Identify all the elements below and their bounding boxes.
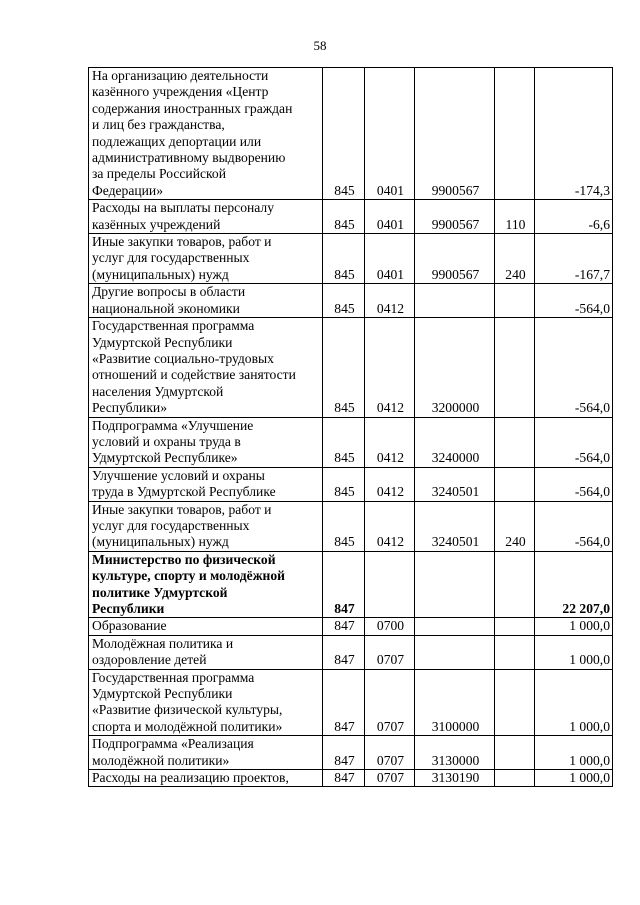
table-row [89, 618, 613, 635]
row-department-code-cell: 847 [323, 635, 365, 669]
row-target-article-cell: 3130000 [415, 736, 495, 770]
table-row [89, 635, 613, 669]
row-name-cell: Расходы на реализацию проектов, [89, 770, 323, 787]
row-department-code-cell: 847 [323, 551, 365, 618]
row-section-code-cell: 0707 [365, 736, 415, 770]
row-expense-type-cell [495, 467, 535, 501]
table-row [89, 318, 613, 417]
row-department-code-cell: 845 [323, 467, 365, 501]
row-name-cell: Другие вопросы в области национальной экономики [89, 284, 323, 318]
row-section-code-cell: 0412 [365, 284, 415, 318]
row-amount-cell: 1 000,0 [535, 669, 613, 736]
row-amount-cell: -564,0 [535, 467, 613, 501]
row-section-code-cell: 0412 [365, 417, 415, 467]
row-section-code-cell: 0412 [365, 467, 415, 501]
row-expense-type-cell: 240 [495, 501, 535, 551]
row-department-code-cell: 845 [323, 501, 365, 551]
row-name-cell: Подпрограмма «Реализация молодёжной политики» [89, 736, 323, 770]
table-row [89, 200, 613, 234]
row-expense-type-cell [495, 551, 535, 618]
row-amount-cell: 22 207,0 [535, 551, 613, 618]
row-target-article-cell: 9900567 [415, 234, 495, 284]
row-section-code-cell: 0700 [365, 618, 415, 635]
row-department-code-cell: 847 [323, 618, 365, 635]
row-target-article-cell [415, 284, 495, 318]
row-amount-cell: 1 000,0 [535, 635, 613, 669]
row-section-code-cell: 0401 [365, 234, 415, 284]
row-department-code-cell: 845 [323, 284, 365, 318]
budget-table [88, 67, 613, 787]
row-target-article-cell: 3130190 [415, 770, 495, 787]
row-section-code-cell: 0412 [365, 318, 415, 417]
row-name-cell: Подпрограмма «Улучшение условий и охраны труда в Удмуртской Республике» [89, 417, 323, 467]
row-target-article-cell [415, 635, 495, 669]
row-target-article-cell [415, 551, 495, 618]
row-expense-type-cell [495, 669, 535, 736]
row-name-cell: Иные закупки товаров, работ и услуг для государственных (муниципальных) нужд [89, 234, 323, 284]
row-amount-cell: -174,3 [535, 68, 613, 200]
row-amount-cell: 1 000,0 [535, 736, 613, 770]
table-row [89, 68, 613, 200]
row-amount-cell: -564,0 [535, 284, 613, 318]
row-amount-cell: 1 000,0 [535, 770, 613, 787]
row-name-cell: Молодёжная политика и оздоровление детей [89, 635, 323, 669]
row-amount-cell: -564,0 [535, 318, 613, 417]
row-name-cell: На организацию деятельности казённого учреждения «Центр содержания иностранных граждан и лиц без гражданства, подлежащих депортации или административному выдворению за пределы Российской Федерации» [89, 68, 323, 200]
row-expense-type-cell [495, 318, 535, 417]
row-name-cell: Образование [89, 618, 323, 635]
budget-table-body [89, 68, 613, 787]
row-name-cell: Иные закупки товаров, работ и услуг для государственных (муниципальных) нужд [89, 501, 323, 551]
row-target-article-cell [415, 618, 495, 635]
row-name-cell: Государственная программа Удмуртской Республики «Развитие социально-трудовых отношений и содействие занятости населения Удмуртской Республики» [89, 318, 323, 417]
row-section-code-cell [365, 551, 415, 618]
row-amount-cell: -564,0 [535, 501, 613, 551]
table-row [89, 770, 613, 787]
page-number: 58 [313, 38, 327, 53]
row-expense-type-cell [495, 770, 535, 787]
row-name-cell: Расходы на выплаты персоналу казённых учреждений [89, 200, 323, 234]
table-row [89, 467, 613, 501]
table-row [89, 669, 613, 736]
row-target-article-cell: 3200000 [415, 318, 495, 417]
table-row [89, 501, 613, 551]
row-expense-type-cell [495, 417, 535, 467]
row-target-article-cell: 3100000 [415, 669, 495, 736]
table-row [89, 551, 613, 618]
row-target-article-cell: 3240000 [415, 417, 495, 467]
row-expense-type-cell [495, 618, 535, 635]
row-amount-cell: -564,0 [535, 417, 613, 467]
row-section-code-cell: 0707 [365, 669, 415, 736]
table-row [89, 284, 613, 318]
row-name-cell: Государственная программа Удмуртской Республики «Развитие физической культуры, спорта и молодёжной политики» [89, 669, 323, 736]
row-target-article-cell: 3240501 [415, 501, 495, 551]
row-target-article-cell: 3240501 [415, 467, 495, 501]
row-department-code-cell: 845 [323, 417, 365, 467]
row-amount-cell: -6,6 [535, 200, 613, 234]
row-expense-type-cell [495, 736, 535, 770]
row-section-code-cell: 0412 [365, 501, 415, 551]
row-amount-cell: 1 000,0 [535, 618, 613, 635]
row-section-code-cell: 0707 [365, 635, 415, 669]
table-row [89, 417, 613, 467]
row-target-article-cell: 9900567 [415, 68, 495, 200]
row-department-code-cell: 845 [323, 318, 365, 417]
row-department-code-cell: 847 [323, 736, 365, 770]
row-expense-type-cell: 110 [495, 200, 535, 234]
row-department-code-cell: 847 [323, 770, 365, 787]
row-expense-type-cell [495, 284, 535, 318]
row-section-code-cell: 0707 [365, 770, 415, 787]
row-amount-cell: -167,7 [535, 234, 613, 284]
row-section-code-cell: 0401 [365, 68, 415, 200]
table-row [89, 736, 613, 770]
row-expense-type-cell [495, 635, 535, 669]
row-name-cell: Улучшение условий и охраны труда в Удмуртской Республике [89, 467, 323, 501]
row-name-cell: Министерство по физической культуре, спорту и молодёжной политике Удмуртской Республики [89, 551, 323, 618]
row-department-code-cell: 845 [323, 234, 365, 284]
row-target-article-cell: 9900567 [415, 200, 495, 234]
row-section-code-cell: 0401 [365, 200, 415, 234]
row-department-code-cell: 845 [323, 200, 365, 234]
row-expense-type-cell [495, 68, 535, 200]
row-department-code-cell: 845 [323, 68, 365, 200]
row-department-code-cell: 847 [323, 669, 365, 736]
table-row [89, 234, 613, 284]
row-expense-type-cell: 240 [495, 234, 535, 284]
